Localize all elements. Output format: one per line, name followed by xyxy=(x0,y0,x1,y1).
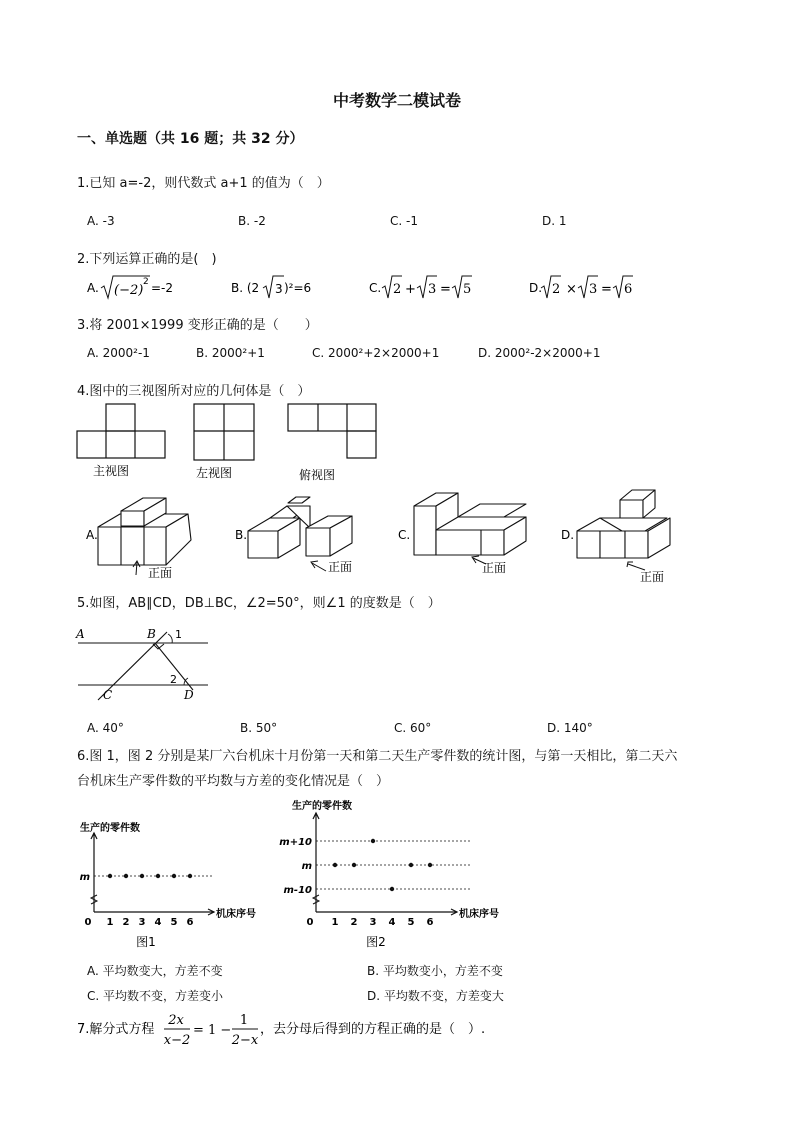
angle-label-1: 1 xyxy=(175,628,182,641)
question-3-stem: 3.将 2001×1999 变形正确的是（ ） xyxy=(77,318,318,333)
x-tick-label: 0 xyxy=(84,917,92,928)
svg-text:2−x: 2−x xyxy=(231,1033,259,1048)
point-label-a: A xyxy=(76,627,85,641)
svg-text:3: 3 xyxy=(428,282,437,297)
x-tick-label: 4 xyxy=(388,917,396,928)
q1-option-b[interactable]: B. -2 xyxy=(238,214,266,228)
q5-option-d[interactable]: D. 140° xyxy=(547,721,593,735)
top-view-label: 俯视图 xyxy=(299,468,336,482)
q2-option-c[interactable] xyxy=(369,276,472,298)
svg-text:A.: A. xyxy=(87,281,99,295)
svg-text:正面: 正面 xyxy=(482,561,507,575)
question-1-stem: 1.已知 a=-2，则代数式 a+1 的值为（ ） xyxy=(77,176,330,191)
q3-option-d[interactable]: D. 2000²-2×2000+1 xyxy=(478,346,601,360)
svg-text:C.: C. xyxy=(398,528,411,542)
svg-text:2: 2 xyxy=(393,282,402,297)
x-tick-label: 5 xyxy=(407,917,415,928)
svg-text:×: × xyxy=(566,282,577,297)
svg-text:B.: B. xyxy=(235,528,248,542)
question-6-stem-line1: 6.图 1，图 2 分别是某厂六台机床十月份第一天和第二天生产零件数的统计图，与第一天相比，第二天六 xyxy=(77,749,678,764)
x-tick-label: 5 xyxy=(170,917,178,928)
svg-text:=: = xyxy=(440,282,451,297)
x-tick-label: 3 xyxy=(138,917,146,928)
left-view xyxy=(194,404,254,460)
svg-text:正面: 正面 xyxy=(328,560,353,574)
q6-option-b[interactable]: B. 平均数变小，方差不变 xyxy=(367,964,503,978)
y-tick-label: m xyxy=(301,861,312,872)
svg-text:D.: D. xyxy=(561,528,575,542)
q5-option-a[interactable]: A. 40° xyxy=(87,721,124,735)
svg-text:C.: C. xyxy=(369,281,382,295)
x-tick-label: 6 xyxy=(426,917,434,928)
three-view-figures xyxy=(0,400,794,590)
q1-option-c[interactable]: C. -1 xyxy=(390,214,418,228)
svg-text:A.: A. xyxy=(86,528,98,542)
q2-option-d[interactable] xyxy=(529,276,633,298)
x-tick-label: 2 xyxy=(350,917,358,928)
data-point xyxy=(140,874,144,878)
question-4-stem: 4.图中的三视图所对应的几何体是（ ） xyxy=(77,384,311,399)
data-point xyxy=(371,839,375,843)
x-tick-label: 0 xyxy=(306,917,314,928)
svg-text:3: 3 xyxy=(589,282,598,297)
svg-text:+: + xyxy=(405,282,416,297)
svg-text:=: = xyxy=(601,282,612,297)
svg-text:2: 2 xyxy=(143,277,149,287)
data-point xyxy=(352,863,356,867)
section-heading: 一、单选题（共 16 题；共 32 分） xyxy=(77,131,304,147)
chart-caption: 图2 xyxy=(366,935,386,949)
q4-option-a-solid[interactable] xyxy=(86,498,191,580)
y-tick-label: m xyxy=(79,872,90,883)
q1-option-d[interactable]: D. 1 xyxy=(542,214,567,228)
question-7-stem xyxy=(0,1008,794,1050)
axis-break xyxy=(91,895,97,904)
q6-option-a[interactable]: A. 平均数变大，方差不变 xyxy=(87,964,223,978)
chart-figure-2 xyxy=(270,796,520,951)
x-tick-label: 2 xyxy=(122,917,130,928)
front-view-label: 主视图 xyxy=(93,464,130,478)
q3-option-b[interactable]: B. 2000²+1 xyxy=(196,346,265,360)
svg-text:5: 5 xyxy=(463,282,472,297)
y-tick-label: m+10 xyxy=(279,837,312,848)
left-view-label: 左视图 xyxy=(196,466,233,480)
q5-geometry-figure xyxy=(0,622,794,708)
axis-break xyxy=(313,895,319,904)
x-axis-label: 机床序号 xyxy=(459,909,499,920)
q4-option-d-solid[interactable] xyxy=(561,490,670,584)
data-point xyxy=(188,874,192,878)
svg-text:(−2): (−2) xyxy=(114,283,144,298)
q5-option-b[interactable]: B. 50° xyxy=(240,721,278,735)
svg-text:7.解分式方程: 7.解分式方程 xyxy=(77,1022,155,1037)
q2-options xyxy=(0,272,794,306)
data-point xyxy=(409,863,413,867)
x-tick-label: 6 xyxy=(186,917,194,928)
q6-option-d[interactable]: D. 平均数不变，方差变大 xyxy=(367,989,504,1003)
front-view xyxy=(77,404,165,458)
svg-text:=-2: =-2 xyxy=(151,281,174,295)
svg-text:x−2: x−2 xyxy=(163,1033,191,1048)
svg-text:3: 3 xyxy=(275,282,283,296)
svg-text:6: 6 xyxy=(624,282,633,297)
x-tick-label: 4 xyxy=(154,917,162,928)
q5-option-c[interactable]: C. 60° xyxy=(394,721,432,735)
q4-option-c-solid[interactable] xyxy=(398,493,526,575)
q1-option-a[interactable]: A. -3 xyxy=(87,214,115,228)
angle-label-2: 2 xyxy=(170,673,177,686)
page-title: 中考数学二模试卷 xyxy=(332,91,461,110)
q6-option-c[interactable]: C. 平均数不变，方差变小 xyxy=(87,989,224,1003)
data-point xyxy=(108,874,112,878)
data-point xyxy=(333,863,337,867)
data-point xyxy=(390,887,394,891)
q2-option-a[interactable] xyxy=(87,276,173,298)
x-tick-label: 1 xyxy=(106,917,114,928)
data-point xyxy=(172,874,176,878)
y-axis-label: 生产的零件数 xyxy=(80,823,140,834)
svg-text:，去分母后得到的方程正确的是（ ）.: ，去分母后得到的方程正确的是（ ）. xyxy=(260,1022,486,1037)
data-point xyxy=(428,863,432,867)
point-label-c: C xyxy=(103,688,113,702)
svg-text:B. (2: B. (2 xyxy=(231,281,260,295)
y-tick-label: m-10 xyxy=(283,885,312,896)
question-6-stem-line2: 台机床生产零件数的平均数与方差的变化情况是（ ） xyxy=(77,774,390,789)
q4-option-b-solid[interactable] xyxy=(235,497,352,574)
question-5-stem: 5.如图，AB∥CD，DB⊥BC，∠2=50°，则∠1 的度数是（ ） xyxy=(77,596,441,611)
y-axis-label: 生产的零件数 xyxy=(292,801,352,812)
top-view xyxy=(288,404,376,458)
svg-text:)²=6: )²=6 xyxy=(284,281,312,295)
point-label-d: D xyxy=(184,688,194,702)
svg-text:正面: 正面 xyxy=(148,566,173,580)
chart-caption: 图1 xyxy=(136,935,156,949)
point-label-b: B xyxy=(147,627,156,641)
x-tick-label: 3 xyxy=(369,917,377,928)
x-tick-label: 1 xyxy=(331,917,339,928)
q2-option-b[interactable] xyxy=(231,276,311,298)
data-point xyxy=(124,874,128,878)
question-2-stem: 2.下列运算正确的是( ) xyxy=(77,252,217,267)
x-axis-label: 机床序号 xyxy=(216,909,256,920)
svg-text:D.: D. xyxy=(529,281,543,295)
svg-text:2: 2 xyxy=(552,282,561,297)
chart-figure-1 xyxy=(70,815,270,950)
q3-option-c[interactable]: C. 2000²+2×2000+1 xyxy=(312,346,440,360)
svg-text:正面: 正面 xyxy=(640,570,665,584)
svg-text:1: 1 xyxy=(239,1013,249,1028)
data-point xyxy=(156,874,160,878)
svg-text:= 1 −: = 1 − xyxy=(193,1023,232,1038)
q3-option-a[interactable]: A. 2000²-1 xyxy=(87,346,150,360)
svg-text:2x: 2x xyxy=(168,1013,184,1028)
